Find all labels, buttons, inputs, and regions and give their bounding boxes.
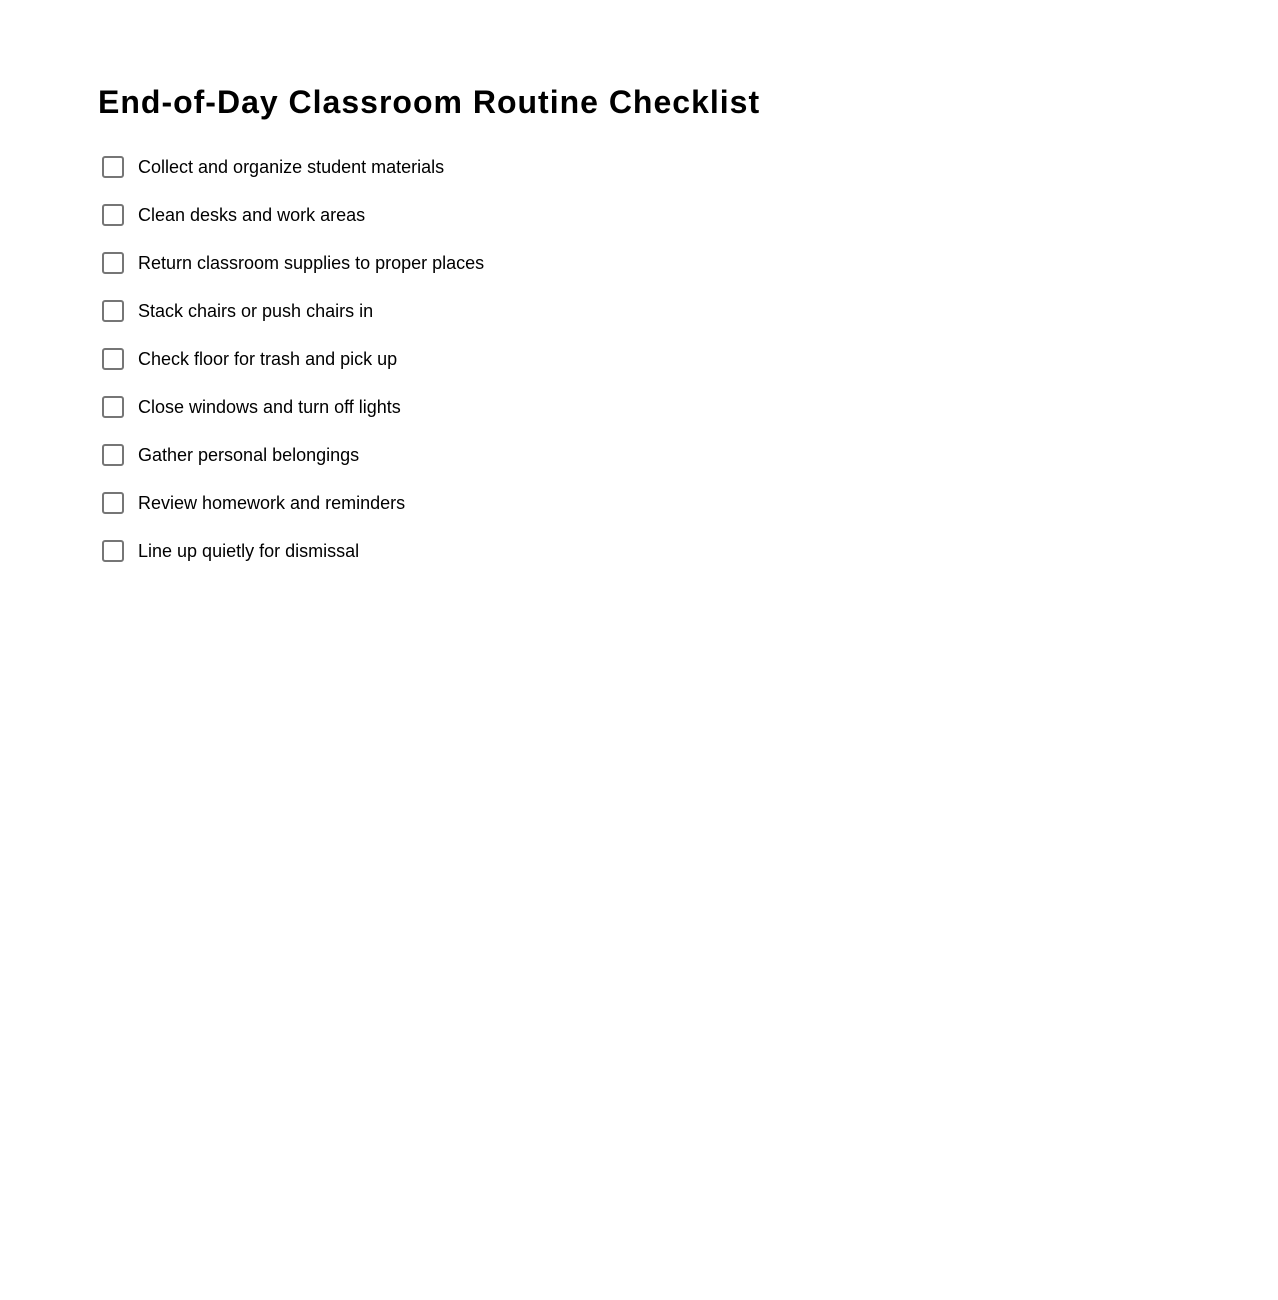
checklist-item[interactable] (102, 299, 484, 323)
checkbox[interactable] (102, 396, 124, 418)
checklist-item-label: Collect and organize student materials (138, 157, 445, 177)
checkbox[interactable] (102, 156, 124, 178)
checklist-item-label: Check floor for trash and pick up (138, 349, 398, 369)
checklist-item[interactable] (102, 251, 484, 275)
checklist-item-label: Line up quietly for dismissal (138, 541, 360, 561)
checklist-item-label: Review homework and reminders (138, 493, 406, 513)
checklist-item[interactable] (102, 347, 484, 371)
checklist-item[interactable] (102, 539, 484, 563)
checklist (102, 155, 484, 587)
checkbox[interactable] (102, 204, 124, 226)
page-title: End-of-Day Classroom Routine Checklist (98, 84, 761, 120)
checklist-item[interactable] (102, 443, 484, 467)
checkbox[interactable] (102, 444, 124, 466)
checkbox[interactable] (102, 300, 124, 322)
checklist-item-label: Clean desks and work areas (138, 205, 366, 225)
checklist-item-label: Close windows and turn off lights (138, 397, 401, 417)
checkbox[interactable] (102, 540, 124, 562)
checkbox[interactable] (102, 252, 124, 274)
checklist-item[interactable] (102, 155, 484, 179)
checklist-item[interactable] (102, 491, 484, 515)
checklist-item[interactable] (102, 395, 484, 419)
checklist-item-label: Stack chairs or push chairs in (138, 301, 374, 321)
checkbox[interactable] (102, 492, 124, 514)
checklist-item-label: Gather personal belongings (138, 445, 360, 465)
checkbox[interactable] (102, 348, 124, 370)
checklist-item-label: Return classroom supplies to proper places (138, 253, 485, 273)
checklist-item[interactable] (102, 203, 484, 227)
